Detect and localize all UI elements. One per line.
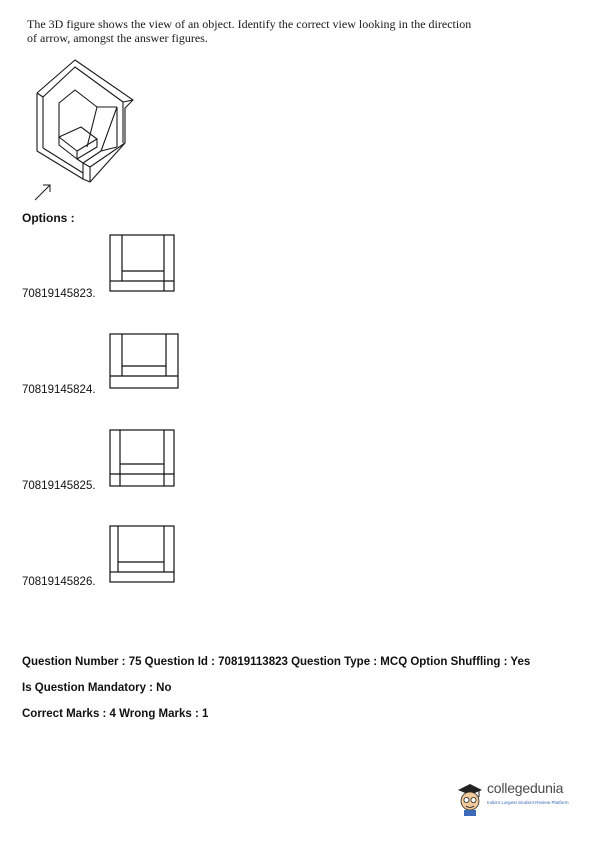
question-meta-line-3: Correct Marks : 4 Wrong Marks : 1 (22, 708, 209, 720)
question-meta-line-1: Question Number : 75 Question Id : 70819113823 Question Type : MCQ Option Shuffling : Yes (22, 656, 531, 668)
direction-arrow-icon (35, 185, 50, 200)
option-4-figure[interactable] (108, 524, 178, 584)
collegedunia-logo (455, 778, 580, 818)
question-line-1: The 3D figure shows the view of an object. Identify the correct view looking in the direction (27, 17, 472, 31)
option-2-figure[interactable] (108, 332, 182, 390)
option-1-figure[interactable] (108, 233, 178, 293)
option-3-figure[interactable] (108, 428, 178, 488)
option-1-id: 70819145823. (22, 288, 96, 300)
options-title: Options : (22, 211, 75, 225)
option-3-id: 70819145825. (22, 480, 96, 492)
logo-name: collegedunia (487, 780, 564, 796)
question-meta-line-2: Is Question Mandatory : No (22, 682, 172, 694)
student-mascot-icon (455, 780, 485, 816)
logo-tagline: India's Largest Student Review Platform (487, 800, 569, 805)
option-4-id: 70819145826. (22, 576, 96, 588)
isometric-object-figure (25, 55, 155, 205)
option-2-id: 70819145824. (22, 384, 96, 396)
question-line-2: of arrow, amongst the answer figures. (27, 31, 208, 45)
question-text (27, 17, 472, 45)
